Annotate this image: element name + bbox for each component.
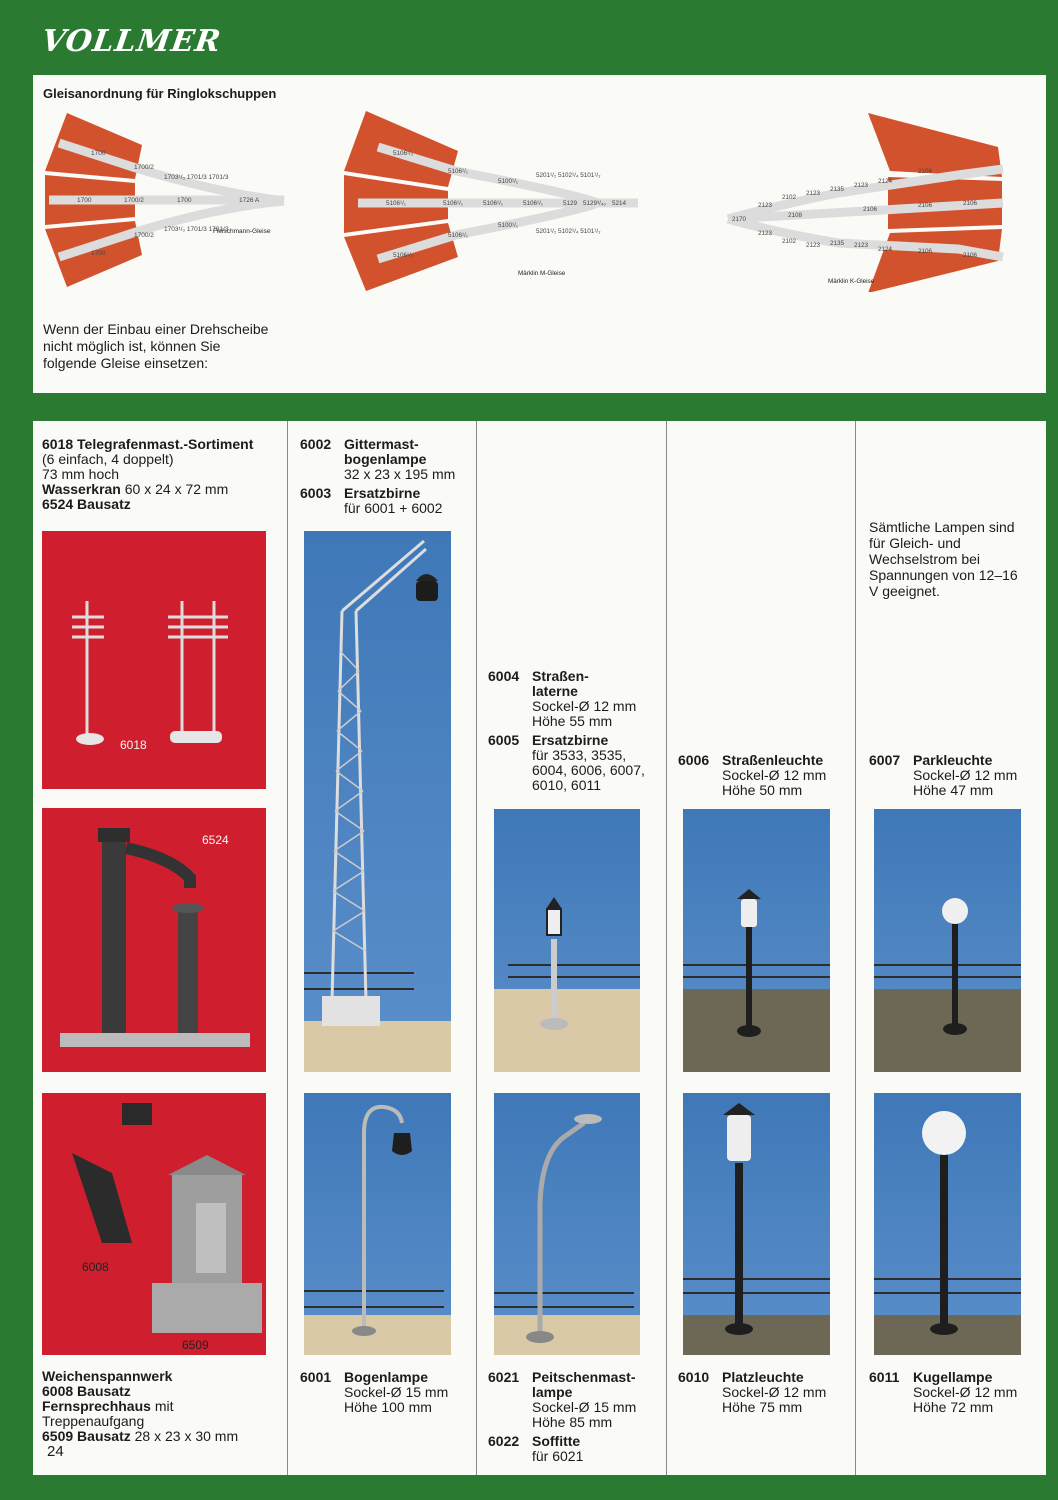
diagram2-label: 5100¹/₁ [498, 178, 518, 185]
product-6004-6005-text [488, 669, 670, 793]
product-dimensions: 60 x 24 x 72 mm [124, 481, 229, 497]
product-6006-text [678, 753, 860, 798]
maerklin-m-diagram [338, 107, 638, 292]
column-divider [666, 421, 667, 1475]
product-detail: Sockel-Ø 12 mm [532, 698, 637, 714]
column-divider [287, 421, 288, 1475]
product-detail: Sockel-Ø 12 mm [913, 767, 1018, 783]
product-detail: für 6021 [532, 1448, 584, 1464]
track-layout-title: Gleisanordnung für Ringlokschuppen [43, 86, 277, 101]
product-number: 6022 [488, 1433, 520, 1449]
photo-street-lantern [494, 809, 640, 1072]
product-detail: Höhe 100 mm [344, 1399, 432, 1415]
photo-whip-mast-lamp [494, 1093, 640, 1355]
product-kit-label: Bausatz [77, 1383, 131, 1399]
diagram3-label: 2124 [878, 246, 893, 253]
product-6007-text [869, 753, 1044, 798]
diagram1-label: 1726 A [239, 197, 260, 204]
photo-label-6524: 6524 [202, 833, 229, 847]
diagram1-label: 1703¹/₃ 1701/3 1701/3 [164, 226, 229, 233]
product-name: Weichenspannwerk [42, 1368, 173, 1384]
diagram2-label: 5201¹/₂ 5102¹/₄ 5101¹/₂ [536, 172, 601, 179]
diagram2-label: 5129 [563, 200, 578, 207]
diagram3-label: 2123 [806, 242, 821, 249]
product-name: Soffitte [532, 1433, 581, 1449]
product-catalog-panel [33, 421, 1046, 1475]
diagram3-label: 2123 [758, 230, 773, 237]
diagram3-label: 2106 [963, 200, 978, 207]
product-detail: Sockel-Ø 12 mm [913, 1384, 1018, 1400]
diagram2-caption: Märklin M-Gleise [518, 270, 566, 277]
diagram3-label: 2106 [863, 206, 878, 213]
column-divider [476, 421, 477, 1475]
diagram2-label: 5106¹/₁ [448, 168, 468, 175]
product-detail: Höhe 55 mm [532, 713, 613, 729]
photo-label-6509: 6509 [182, 1338, 209, 1352]
product-number: 6011 [869, 1369, 900, 1385]
product-number: 6509 [42, 1428, 74, 1444]
product-number: 6010 [678, 1369, 710, 1385]
photo-water-crane [42, 808, 266, 1072]
product-detail: Sockel-Ø 12 mm [722, 1384, 827, 1400]
diagram3-caption: Märklin K-Gleise [828, 278, 875, 285]
diagram1-label: 1700/2 [124, 197, 144, 204]
product-name: Telegrafenmast.-Sortiment [77, 436, 254, 452]
diagram2-label: 5106¹/₁ [448, 232, 468, 239]
diagram2-label: 5106¹/₁ [523, 200, 543, 207]
diagram2-label: 5106¹/₁ [483, 200, 503, 207]
product-name: Straßenleuchte [722, 752, 824, 768]
diagram1-label: 1703¹/₃ 1701/3 1701/3 [164, 174, 229, 181]
product-dimensions: 28 x 23 x 30 mm [134, 1428, 239, 1444]
diagram3-label: 2108 [788, 212, 803, 219]
diagram1-label: 1700/2 [134, 164, 154, 171]
diagram2-label: 5106¹/₁ [443, 200, 463, 207]
product-name: lampe [532, 1384, 573, 1400]
diagram3-label: 2135 [830, 240, 845, 247]
photo-park-light [874, 809, 1021, 1072]
product-detail: (6 einfach, 4 doppelt) [42, 451, 174, 467]
product-detail: für 3533, 3535, [532, 747, 627, 763]
diagram3-label: 2106 [963, 252, 978, 259]
diagram3-label: 2123 [806, 190, 821, 197]
product-kit-label: Bausatz [77, 1428, 131, 1444]
photo-lattice-mast-lamp [304, 531, 451, 1072]
diagram3-label: 2123 [758, 202, 773, 209]
diagram2-label: 5106¹/₂ [393, 150, 414, 157]
product-number: 6021 [488, 1369, 520, 1385]
product-number: 6524 [42, 496, 74, 512]
column-divider [855, 421, 856, 1475]
diagram3-label: 2135 [830, 186, 845, 193]
diagram3-label: 2170 [732, 216, 747, 223]
diagram2-label: 5100¹/₁ [498, 222, 518, 229]
photo-square-light [683, 1093, 830, 1355]
product-number: 6003 [300, 485, 332, 501]
photo-street-light [683, 809, 830, 1072]
product-number: 6006 [678, 752, 710, 768]
diagram3-label: 2102 [782, 238, 797, 245]
diagram3-label: 2102 [782, 194, 797, 201]
product-name: Fernsprechhaus [42, 1398, 151, 1414]
vollmer-logo: VOLLMER [39, 24, 224, 59]
product-name: Bogenlampe [344, 1369, 429, 1385]
product-detail: 73 mm hoch [42, 466, 120, 482]
page-number: 24 [47, 1443, 64, 1460]
product-number: 6002 [300, 436, 332, 452]
diagram1-label: 1700/2 [134, 232, 154, 239]
product-detail: Höhe 50 mm [722, 782, 803, 798]
product-6008-6509-text [42, 1369, 282, 1444]
product-name: Ersatzbirne [532, 732, 609, 748]
fleischmann-diagram [39, 107, 289, 292]
maerklin-k-diagram [718, 107, 1018, 292]
product-detail: Höhe 72 mm [913, 1399, 994, 1415]
photo-arc-lamp [304, 1093, 451, 1355]
diagram2-label: 5106¹/₂ [393, 252, 414, 259]
track-layout-note: Wenn der Einbau einer Drehscheibe nicht möglich ist, können Sie folgende Gleise einsetzen: [43, 321, 269, 371]
product-number: 6007 [869, 752, 901, 768]
product-6021-6022-text [488, 1370, 670, 1464]
photo-label-6008: 6008 [82, 1260, 109, 1274]
diagram3-label: 2124 [878, 178, 893, 185]
track-layout-panel [33, 75, 1046, 393]
product-detail: für 6001 + 6002 [344, 500, 443, 516]
photo-telegraph-poles [42, 531, 266, 789]
diagram3-label: 2106 [918, 248, 933, 255]
diagram2-label: 5106¹/₁ [386, 200, 406, 207]
product-detail: mit [154, 1398, 174, 1414]
diagram1-label: 1700 [91, 250, 106, 257]
product-detail: Höhe 85 mm [532, 1414, 613, 1430]
diagram3-label: 2123 [854, 242, 869, 249]
diagram1-label: 1700 [91, 150, 106, 157]
product-6010-text [678, 1370, 860, 1415]
diagram1-label: 1700 [177, 197, 192, 204]
product-detail: Sockel-Ø 12 mm [722, 767, 827, 783]
product-6011-text [869, 1370, 1044, 1415]
photo-label-6018: 6018 [120, 738, 147, 752]
diagram2-label: 5201¹/₂ 5102¹/₄ 5101¹/₂ [536, 228, 601, 235]
product-number: 6018 [42, 436, 74, 452]
product-kit-label: Bausatz [77, 496, 131, 512]
diagram3-label: 2106 [918, 168, 933, 175]
diagram2-label: 5214 [612, 200, 627, 207]
product-detail: Sockel-Ø 15 mm [532, 1399, 637, 1415]
product-number: 6005 [488, 732, 520, 748]
product-dimensions: 32 x 23 x 195 mm [344, 466, 456, 482]
product-detail: Höhe 75 mm [722, 1399, 803, 1415]
product-detail: 6004, 6006, 6007, [532, 762, 645, 778]
product-name: Parkleuchte [913, 752, 993, 768]
product-name: bogenlampe [344, 451, 427, 467]
product-6018-text [42, 437, 282, 512]
product-name: Gittermast- [344, 436, 419, 452]
product-name: laterne [532, 683, 578, 699]
product-name: Peitschenmast- [532, 1369, 636, 1385]
product-name: Wasserkran [42, 481, 121, 497]
photo-globe-lamp [874, 1093, 1021, 1355]
product-name: Platzleuchte [722, 1369, 804, 1385]
product-detail: Höhe 47 mm [913, 782, 994, 798]
product-number: 6008 [42, 1383, 74, 1399]
photo-switch-tensioner-phone-booth [42, 1093, 266, 1355]
product-detail: 6010, 6011 [532, 777, 602, 793]
product-detail: Treppenaufgang [42, 1413, 145, 1429]
diagram3-label: 2123 [854, 182, 869, 189]
diagram2-label: 5129³/₄₀ [583, 200, 607, 207]
product-name: Kugellampe [913, 1369, 993, 1385]
diagram1-caption: Fleischmann-Gleise [213, 228, 271, 235]
lamps-voltage-note: Sämtliche Lampen sind für Gleich- und Wechselstrom bei Spannungen von 12–16 V geeignet. [869, 519, 1018, 599]
product-detail: Sockel-Ø 15 mm [344, 1384, 449, 1400]
product-6001-text [300, 1370, 475, 1415]
diagram1-label: 1700 [77, 197, 92, 204]
product-6002-6003-text [300, 437, 475, 516]
product-name: Straßen- [532, 668, 589, 684]
product-number: 6001 [300, 1369, 332, 1385]
diagram3-label: 2106 [918, 202, 933, 209]
product-name: Ersatzbirne [344, 485, 421, 501]
product-number: 6004 [488, 668, 520, 684]
